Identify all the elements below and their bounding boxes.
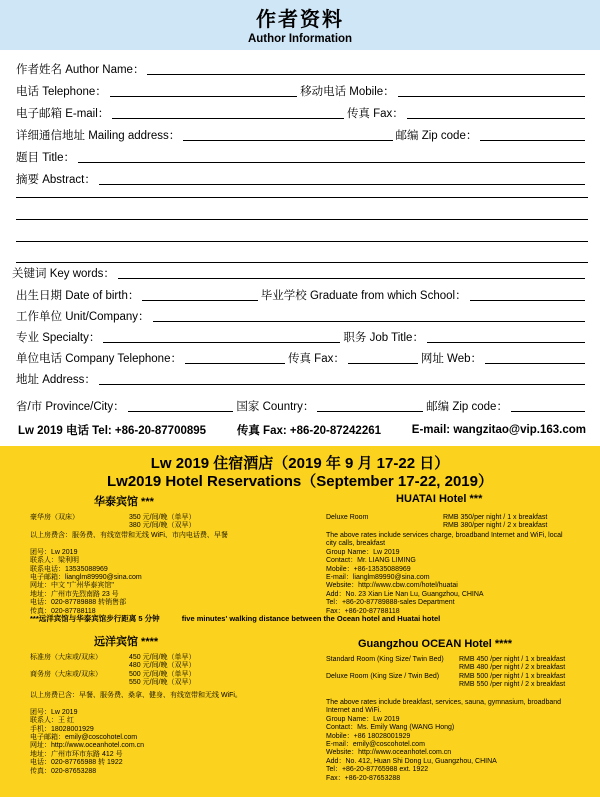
telephone-label: 电话 Telephone： — [16, 86, 107, 98]
price-line: RMB 450 /per night / 1 x breakfast — [459, 656, 566, 663]
ocean-prices-en — [459, 656, 565, 690]
contact-email: E-mail: wangzitao@vip.163.com — [411, 424, 586, 436]
abstract-line[interactable] — [16, 241, 588, 242]
detail-line: Tel：+86-20-87765988 ext. 1922 — [326, 766, 429, 774]
room-line: 标准房（大床或/双床） — [30, 654, 102, 661]
detail-line: 地址：广州市环市东路 412 号 — [30, 750, 123, 758]
detail-line: Website：http://www.oceanhotel.com.cn — [326, 749, 452, 757]
room-line: Deluxe Room (King Size / Twin Bed) — [326, 672, 440, 680]
detail-line: Group Name：Lw 2019 — [326, 715, 400, 723]
country-field[interactable] — [317, 411, 423, 412]
huatai-room-cn: 豪华房（双床） — [30, 514, 79, 521]
dob-row — [16, 285, 588, 305]
detail-line: 团号：Lw 2019 — [30, 548, 78, 556]
huatai-name-cn: 华泰宾馆 *** — [94, 496, 154, 508]
detail-line: The above rates include services charge, broadband Internet and WiFi, local — [326, 532, 563, 539]
detail-line: Internet and WiFi. — [326, 707, 382, 715]
ocean-details-en — [326, 699, 561, 783]
abstract-field[interactable] — [99, 184, 585, 185]
phone-row — [16, 81, 588, 101]
huatai-prices-cn — [129, 514, 196, 531]
detail-line: 电话：020-87765988 转 1922 — [30, 759, 123, 767]
abstract-line[interactable] — [16, 219, 588, 220]
detail-line: 手机：18028001929 — [30, 725, 94, 733]
detail-line: 电话：020-87789888 转销售部 — [30, 599, 127, 607]
email-row — [16, 103, 588, 123]
keywords-row — [12, 263, 588, 283]
detail-line: 以上房费已含：早餐、服务费、桑拿、健身、有线宽带和无线 WiFi。 — [30, 692, 242, 699]
contact-bar — [0, 418, 600, 442]
web-field[interactable] — [485, 363, 585, 364]
author-name-row — [16, 59, 588, 79]
web-label: 网址 Web： — [420, 353, 482, 365]
detail-line: 电子邮箱：emily@coscohotel.com — [30, 734, 138, 742]
title-label: 题目 Title： — [16, 152, 75, 164]
detail-line: Add：No. 23 Xian Lie Nan Lu, Guangzhou, CHINA — [326, 590, 484, 598]
detail-line: 网址：中文 "广州华泰宾馆" — [30, 582, 114, 590]
country-label: 国家 Country： — [236, 401, 315, 413]
detail-line: The above rates include breakfast, services, sauna, gymnasium, broadband — [326, 699, 562, 706]
detail-line: 传真：020-87653288 — [30, 767, 97, 775]
detail-line: Website：http://www.cbw.com/hotel/huatai — [326, 582, 458, 590]
mailing-row — [16, 125, 588, 145]
keywords-label: 关键词 Key words： — [12, 268, 115, 280]
detail-line: E-mail：lianglm89990@sina.com — [326, 574, 430, 582]
specialty-row — [16, 327, 588, 347]
unit-row — [16, 306, 588, 326]
price-line: 550 元/间/晚（双早） — [129, 679, 196, 687]
address-row — [16, 369, 588, 389]
price-line: 500 元/间/晚（单早） — [129, 670, 196, 678]
huatai-name-en: HUATAI Hotel *** — [396, 493, 483, 505]
author-form — [0, 50, 600, 446]
price-line: RMB 550 /per night / 2 x breakfast — [459, 681, 566, 689]
price-line: 380 元/间/晚（双早） — [129, 522, 196, 530]
ocean-prices-cn — [129, 654, 196, 688]
room-line: Standard Room (King Size/ Twin Bed) — [326, 656, 444, 663]
ocean-name-en: Guangzhou OCEAN Hotel **** — [358, 638, 513, 650]
keywords-field[interactable] — [118, 278, 585, 279]
detail-line: E-mail：emily@coscohotel.com — [326, 741, 425, 749]
detail-line: Mobile：+86-13535088969 — [326, 565, 411, 573]
page-subtitle: Author Information — [247, 33, 353, 45]
ocean-rooms-cn — [30, 654, 102, 679]
walking-note — [30, 613, 460, 624]
detail-line: 以上房费含：服务费、有线宽带和无线 WiFi、市内电话费、早餐 — [30, 532, 228, 539]
mobile-label: 移动电话 Mobile： — [300, 86, 395, 98]
detail-line: Contact：Ms. Emily Wang (WANG Hong) — [326, 724, 455, 732]
ocean-details-cn — [30, 692, 242, 776]
company-fax-label: 传真 Fax： — [287, 353, 345, 365]
company-tel-field[interactable] — [185, 363, 285, 364]
huatai-details-cn — [30, 532, 228, 616]
detail-line — [30, 700, 242, 708]
zip2-label: 邮编 Zip code： — [426, 401, 508, 413]
school-label: 毕业学校 Graduate from which School： — [260, 290, 467, 302]
detail-line: 网址：http://www.oceanhotel.com.cn — [30, 742, 144, 750]
detail-line: 团号：Lw 2019 — [30, 708, 78, 716]
ocean-rooms-en — [326, 656, 444, 681]
mobile-field[interactable] — [398, 96, 585, 97]
contact-tel: Lw 2019 电话 Tel: +86-20-87700895 — [18, 425, 207, 437]
mailing-label: 详细通信地址 Mailing address： — [16, 130, 181, 142]
detail-line: 地址：广州市先烈南路 23 号 — [30, 590, 119, 598]
unit-label: 工作单位 Unit/Company： — [16, 311, 150, 323]
detail-line: 联系电话：13535088969 — [30, 565, 108, 573]
unit-field[interactable] — [153, 321, 585, 322]
hotel-title-cn: Lw 2019 住宿酒店（2019 年 9 月 17-22 日） — [150, 455, 450, 472]
price-line: 450 元/间/晚（单早） — [129, 654, 196, 661]
huatai-room-en: Deluxe Room — [326, 514, 369, 521]
province-row — [16, 396, 588, 416]
price-line: RMB 500 /per night / 1 x breakfast — [459, 672, 566, 680]
detail-line — [30, 540, 228, 548]
school-field[interactable] — [470, 300, 585, 301]
detail-line: Fax：+86-20-87653288 — [326, 774, 401, 782]
header-bar — [0, 0, 600, 50]
province-label: 省/市 Province/City： — [16, 401, 125, 413]
hotel-title-en: Lw2019 Hotel Reservations（September 17-22, 2019） — [106, 473, 493, 490]
email-field[interactable] — [112, 118, 344, 119]
province-field[interactable] — [128, 411, 234, 412]
detail-line: Tel：+86-20-87789888-sales Department — [326, 599, 455, 607]
author-name-label: 作者姓名 Author Name： — [16, 64, 145, 76]
detail-line: 联系人：王 红 — [30, 717, 74, 725]
company-tel-label: 单位电话 Company Telephone： — [16, 353, 182, 365]
detail-line: Contact：Mr. LIANG LIMING — [326, 557, 416, 565]
abstract-label: 摘要 Abstract： — [16, 174, 96, 186]
address-field[interactable] — [99, 384, 585, 385]
company-fax-field[interactable] — [348, 363, 418, 364]
abstract-row — [16, 169, 588, 189]
detail-line: Group Name：Lw 2019 — [326, 548, 400, 556]
detail-line: 传真：020-87788118 — [30, 607, 96, 615]
price-line: 350 元/间/晚（单早） — [129, 514, 196, 521]
page-title: 作者资料 — [256, 7, 344, 31]
huatai-prices-en — [443, 514, 547, 531]
title-field[interactable] — [78, 162, 585, 163]
dob-field[interactable] — [142, 300, 257, 301]
dob-label: 出生日期 Date of birth： — [16, 290, 140, 302]
specialty-label: 专业 Specialty： — [16, 332, 101, 344]
abstract-line[interactable] — [16, 197, 588, 198]
zip-field[interactable] — [480, 140, 585, 141]
detail-line: 联系人：梁利明 — [30, 557, 79, 565]
price-line: RMB 480 /per night / 2 x breakfast — [459, 664, 566, 672]
fax-field[interactable] — [407, 118, 585, 119]
job-field[interactable] — [427, 342, 585, 343]
room-line: 商务房（大床或/双床） — [30, 670, 102, 678]
address-label: 地址 Address： — [16, 374, 96, 386]
detail-line: Add：No. 412, Huan Shi Dong Lu, Guangzhou, CHINA — [326, 757, 497, 765]
author-name-field[interactable] — [147, 74, 585, 75]
detail-line: city calls, breakfast — [326, 540, 386, 548]
price-line: RMB 350/per night / 1 x breakfast — [443, 514, 548, 521]
price-line: 480 元/间/晚（双早） — [129, 662, 196, 670]
contact-fax: 传真 Fax: +86-20-87242261 — [236, 425, 382, 437]
fax-label: 传真 Fax： — [346, 108, 404, 120]
ocean-name-cn: 远洋宾馆 **** — [94, 636, 159, 648]
detail-line: Mobile：+86 18028001929 — [326, 732, 411, 740]
zip2-field[interactable] — [511, 411, 585, 412]
zip-label: 邮编 Zip code： — [395, 130, 478, 142]
hotel-section — [0, 446, 600, 797]
walking-note-cn: ***远洋宾馆与华泰宾馆步行距离 5 分钟 — [30, 614, 160, 623]
title-row — [16, 147, 588, 167]
specialty-field[interactable] — [103, 342, 340, 343]
price-line: RMB 380/per night / 2 x breakfast — [443, 522, 548, 530]
job-label: 职务 Job Title： — [343, 332, 424, 344]
detail-line: 电子邮箱：lianglm89990@sina.com — [30, 574, 142, 582]
email-label: 电子邮箱 E-mail： — [16, 108, 110, 120]
telephone-field[interactable] — [110, 96, 297, 97]
mailing-field[interactable] — [183, 140, 392, 141]
detail-line: Fax：+86-20-87788118 — [326, 607, 400, 615]
walking-note-en: five minutes' walking distance between the Ocean hotel and Huatai hotel — [181, 614, 441, 623]
huatai-details-en — [326, 532, 563, 616]
company-row — [16, 348, 588, 368]
